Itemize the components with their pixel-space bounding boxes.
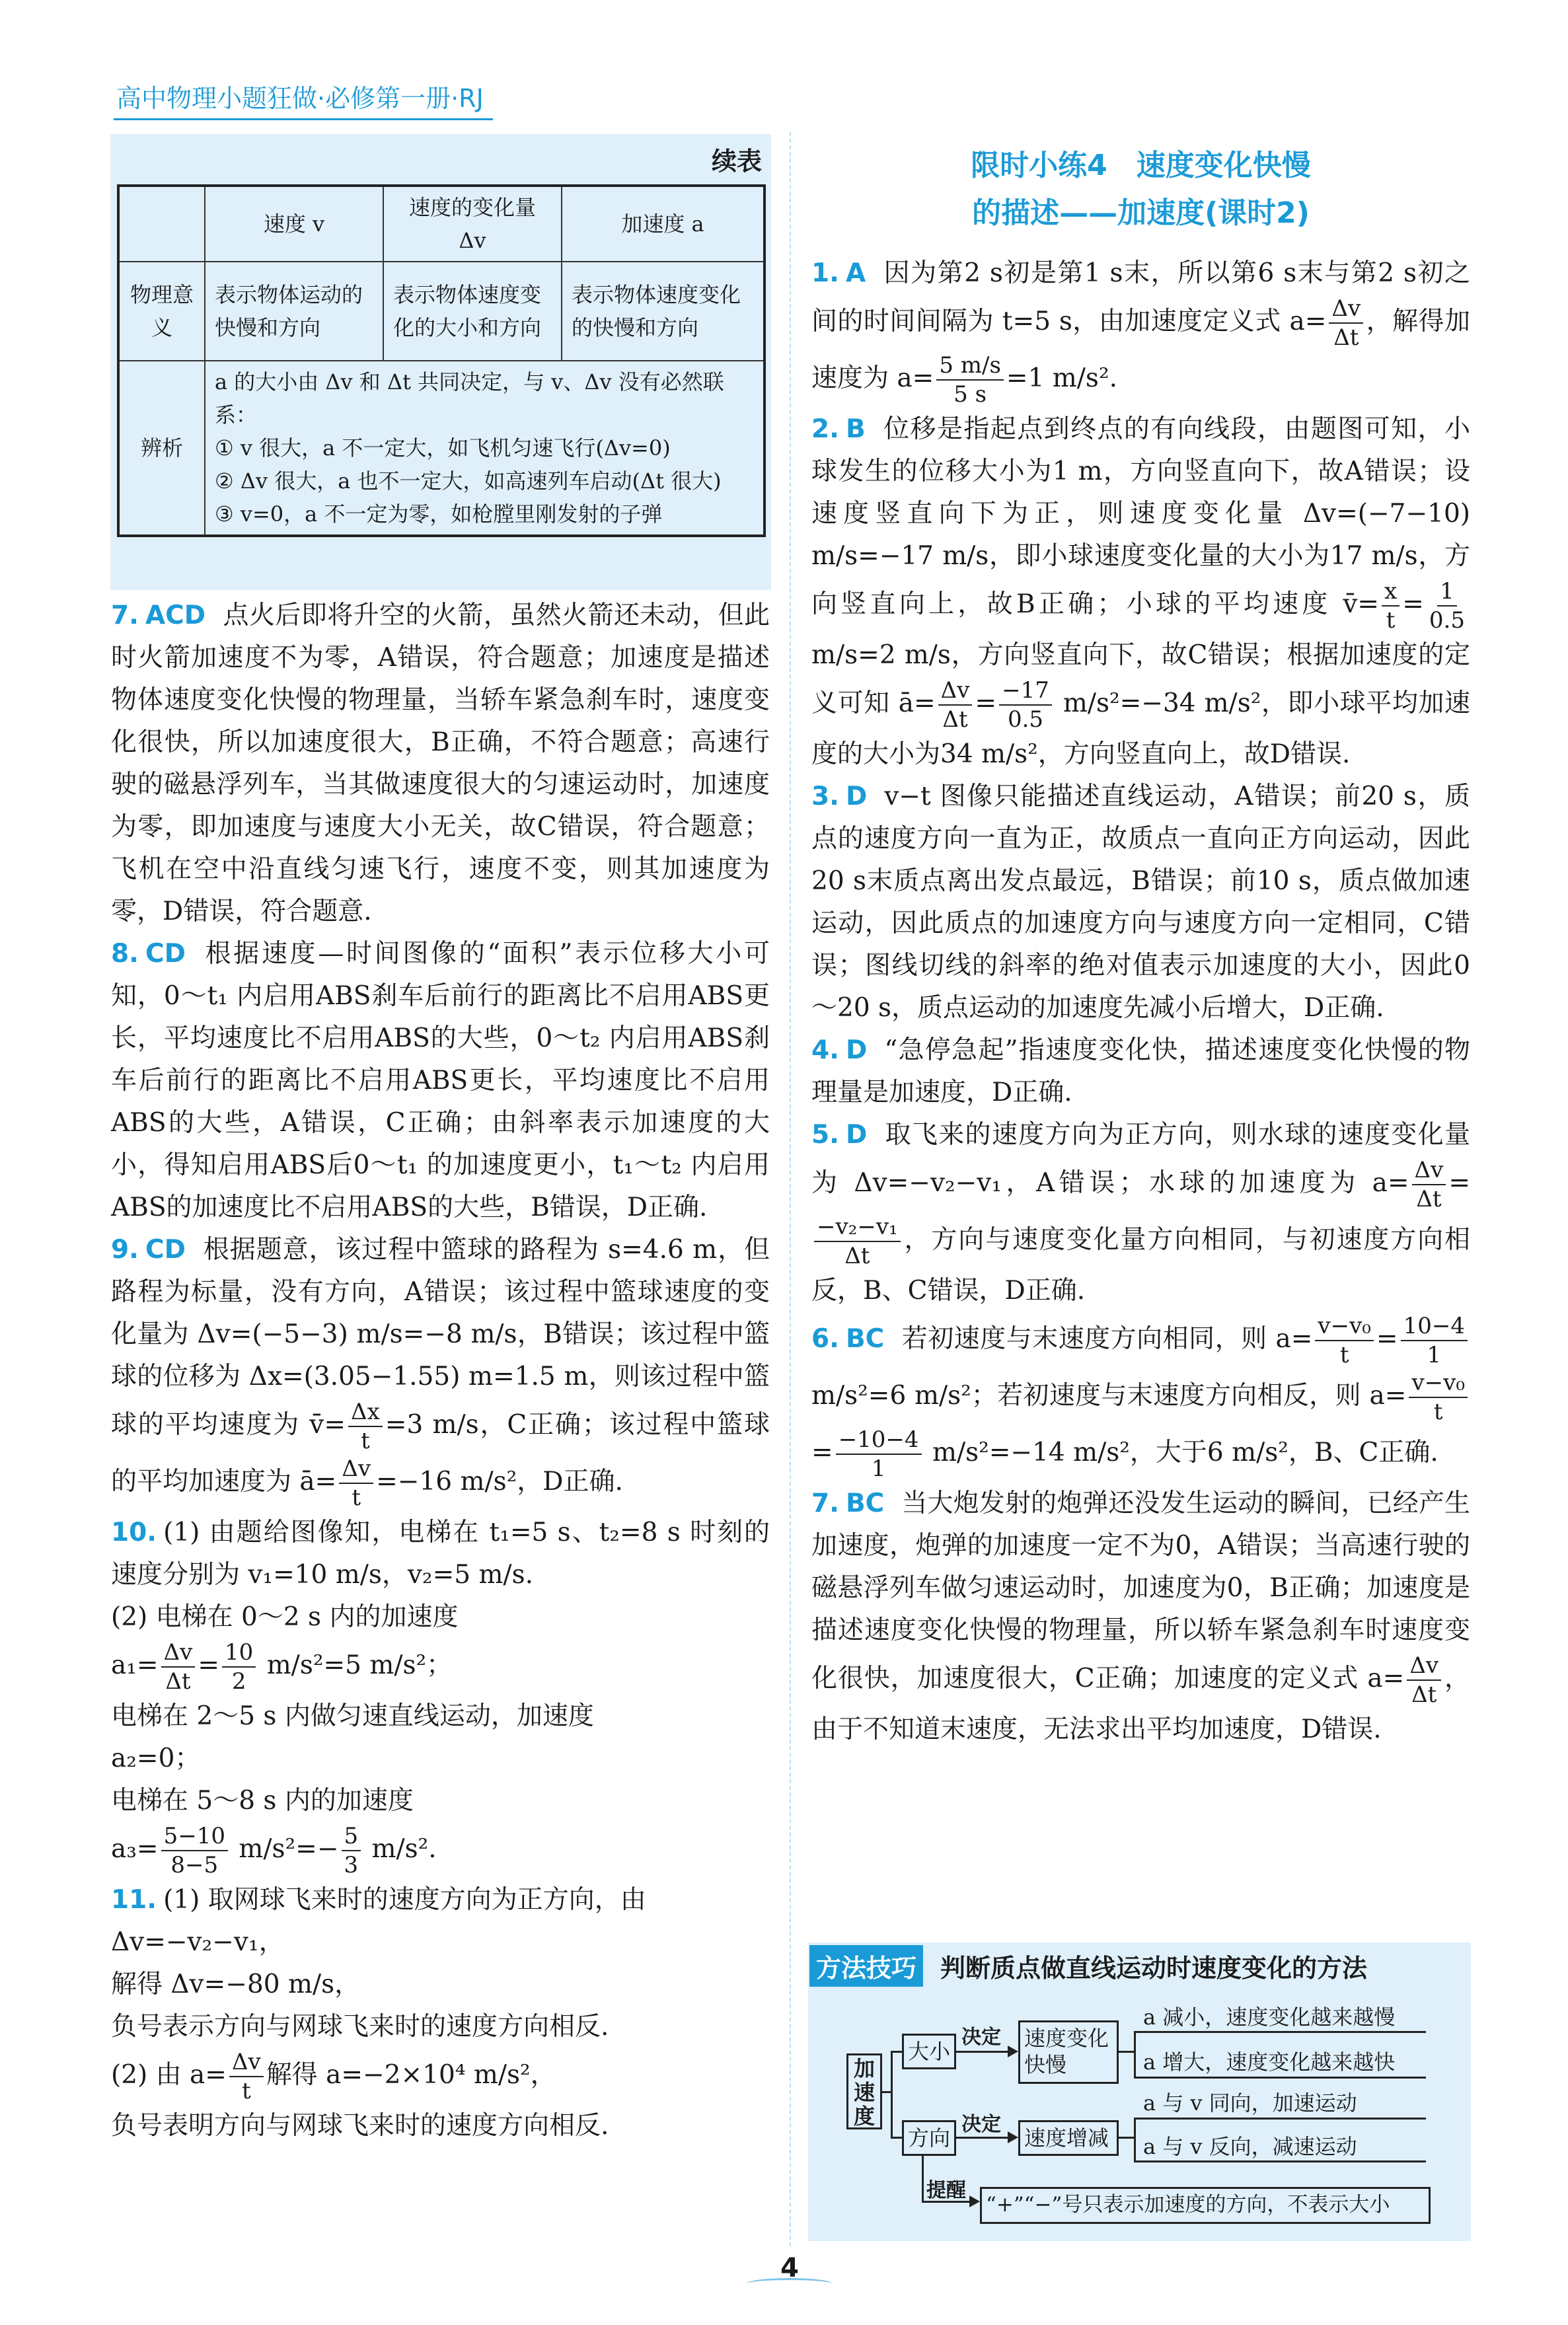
answer-line (811, 252, 1470, 408)
text-run: =1 m/s². (1006, 363, 1117, 393)
fraction (222, 1639, 256, 1695)
fraction (229, 2048, 264, 2105)
answer-line (811, 408, 1470, 776)
fraction (339, 1455, 373, 1512)
connector (891, 2051, 902, 2053)
denominator: 8−5 (170, 1852, 219, 1878)
text-run: =−16 m/s²，D正确. (376, 1467, 623, 1496)
denominator: Δt (942, 706, 968, 733)
fraction (1407, 1652, 1441, 1709)
text-run: m/s²=−34 m/s²，即小球平均加速度的大小为34 m/s²，方向竖直向上，故D错误. (811, 688, 1470, 769)
denominator: Δt (1411, 1681, 1437, 1708)
text-run: m/s²=5 m/s²； (258, 1650, 453, 1680)
fraction (348, 1398, 383, 1455)
question-number: 8. (111, 939, 139, 969)
numerator: 1 (1437, 577, 1457, 607)
text-run: a₂=0； (111, 1744, 201, 1773)
text-run: ，由于不知道末速度，无法求出平均加速度，D错误. (811, 1664, 1470, 1744)
branch-text: a 增大，速度变化越来越快 (1143, 2049, 1396, 2075)
answer-line (811, 1029, 1470, 1114)
concept-table (117, 184, 766, 537)
answer-item (811, 1114, 1470, 1312)
numerator: Δv (1329, 295, 1363, 324)
fraction (161, 1639, 196, 1695)
numerator: Δx (348, 1398, 383, 1427)
analysis-line: ① v 很大，a 不一定大，如飞机匀速飞行(Δv=0) (215, 435, 671, 461)
text-run: (1) 由题给图像知，电梯在 t₁=5 s、t₂=8 s 时刻的速度分别为 v₁=10 m/s，v₂=5 m/s. (111, 1518, 770, 1590)
question-number: 6. (811, 1324, 839, 1354)
numerator: −17 (999, 677, 1052, 706)
numerator: 5 (342, 1822, 361, 1851)
answer-choice: D (845, 1120, 868, 1150)
row-label-meaning: 物理意义 (118, 262, 205, 361)
numerator: −v₂−v₁ (814, 1213, 901, 1242)
fraction (936, 351, 1004, 408)
text-run: Δv=−v₂−v₁， (111, 1927, 285, 1957)
denominator: 5 s (953, 381, 987, 408)
numerator: v−v₀ (1409, 1369, 1468, 1398)
branch-line (1134, 2160, 1426, 2162)
branch-line (1134, 2118, 1426, 2120)
node-acceleration: 加速度 (846, 2053, 882, 2129)
method-tag: 方法技巧 (809, 1945, 923, 1987)
answer-line (111, 1780, 770, 1822)
question-number: 2. (811, 414, 839, 444)
denominator: t (1386, 607, 1396, 634)
answer-item (811, 1312, 1470, 1483)
text-run: = (1402, 589, 1424, 619)
section-title (811, 142, 1470, 237)
denominator: t (1339, 1342, 1349, 1368)
denominator: Δt (844, 1243, 870, 1269)
text-run: m/s²=− (230, 1834, 339, 1864)
table-header-velocity: 速度 v (205, 186, 383, 262)
text-run: m/s². (363, 1834, 437, 1864)
answer-item (111, 933, 770, 1229)
continued-label: 续表 (711, 147, 762, 176)
text-run: a₃= (111, 1834, 159, 1864)
analysis-line: a 的大小由 Δv 和 Δt 共同决定，与 v、Δv 没有必然联系： (215, 369, 724, 427)
denominator: Δt (1333, 324, 1359, 351)
fraction (938, 677, 973, 733)
branch-text: a 与 v 同向，加速运动 (1143, 2090, 1357, 2116)
fraction (342, 1822, 361, 1879)
text-run: = (811, 1438, 833, 1467)
text-run: a₁= (111, 1650, 159, 1680)
denominator: 0.5 (1007, 706, 1044, 733)
text-run: (2) 由 a= (111, 2060, 227, 2090)
text-run: 位移是指起点到终点的有向线段，由题图可知，小球发生的位移大小为1 m，方向竖直向下，故A错误；设速度竖直向下为正，则速度变化量 Δv=(−7−10) m/s=−17 m/s，即小球速度变化量的大小为17 m/s，方向竖直向上，故B正确；小球的平均速度 v̄= (811, 414, 1470, 619)
fraction (1427, 577, 1468, 634)
answer-line (111, 1921, 770, 1964)
analysis-line: ③ v=0，a 不一定为零，如枪膛里刚发射的子弹 (215, 501, 663, 527)
numerator: 5−10 (161, 1822, 228, 1851)
branch-line (1134, 2077, 1426, 2079)
text-run: 解得 a=−2×10⁴ m/s²， (266, 2060, 556, 2090)
text-run: m/s=2 m/s，方向竖直向下，故C错误；根据加速度的定义可知 ā= (811, 640, 1470, 718)
numerator: v−v₀ (1315, 1312, 1374, 1341)
answer-item (111, 1229, 770, 1512)
connector (922, 2156, 924, 2202)
answer-item (811, 252, 1470, 408)
numerator: Δv (1412, 1156, 1446, 1185)
question-number: 11. (111, 1885, 157, 1915)
table-cell: 表示物体速度变化的快慢和方向 (562, 262, 765, 361)
answer-line (111, 1879, 770, 1921)
text-run: v−t 图像只能描述直线运动，A错误；前20 s，质点的速度方向一直为正，故质点一直向正方向运动，因此20 s末质点离出发点最远，B错误；前10 s，质点做加速运动，因此质点的加速度方向与速度方向一定相同，C错误；图线切线的斜率的绝对值表示加速度的大小，因此0～20 s，质点运动的加速度先减小后增大，D正确. (811, 782, 1470, 1023)
denominator: 1 (871, 1456, 886, 1482)
text-run: ，解得加速度为 a= (811, 307, 1470, 393)
question-number: 9. (111, 1235, 139, 1265)
answer-choice: CD (145, 1235, 186, 1265)
numerator: 10−4 (1401, 1312, 1468, 1341)
fraction (836, 1426, 922, 1483)
connector (882, 2091, 891, 2093)
numerator: Δv (229, 2048, 264, 2077)
branch-line (1134, 2031, 1426, 2033)
answer-line (111, 933, 770, 1229)
denominator: 1 (1427, 1342, 1442, 1368)
text-run: (1) 取网球飞来时的速度方向为正方向，由 (163, 1885, 646, 1915)
answer-line (111, 1229, 770, 1512)
question-number: 3. (811, 782, 839, 811)
connector (1134, 2118, 1136, 2162)
numerator: −10−4 (836, 1426, 922, 1455)
question-number: 10. (111, 1518, 157, 1547)
fraction (1315, 1312, 1374, 1369)
answer-item (811, 1483, 1470, 1751)
row-label-analysis: 辨析 (118, 361, 205, 536)
answer-line (111, 1738, 770, 1780)
question-number: 1. (811, 258, 839, 288)
answer-choice: CD (145, 939, 186, 969)
answer-line (111, 2048, 770, 2105)
denominator: t (361, 1428, 370, 1454)
fraction (161, 1822, 228, 1879)
section-title-line: 限时小练4 速度变化快慢 (971, 149, 1311, 182)
concept-table-box (110, 134, 771, 590)
text-run: =3 m/s，C正确；该过程中篮球的平均加速度为 ā= (111, 1410, 770, 1496)
left-answers (111, 595, 770, 2147)
analysis-line: ② Δv 很大，a 也不一定大，如高速列车启动(Δt 很大) (215, 468, 722, 494)
text-run: 负号表明方向与网球飞来时的速度方向相反. (111, 2111, 609, 2141)
text-run: 取飞来的速度方向为正方向，则水球的速度变化量为 Δv=−v₂−v₁，A错误；水球的加速度为 a= (811, 1120, 1470, 1198)
answer-line (811, 1312, 1470, 1483)
book-header: 高中物理小题狂做·必修第一册·RJ (114, 78, 493, 120)
denominator: Δt (165, 1668, 191, 1695)
answer-line (111, 1639, 770, 1695)
answer-item (111, 1512, 770, 1879)
text-run: (2) 电梯在 0～2 s 内的加速度 (111, 1602, 459, 1632)
answer-item (811, 776, 1470, 1029)
text-run: 解得 Δv=−80 m/s， (111, 1970, 361, 1999)
table-header-delta-v: 速度的变化量 Δv (383, 186, 562, 262)
numerator: Δv (938, 677, 973, 706)
question-number: 7. (811, 1489, 839, 1518)
numerator: Δv (1407, 1652, 1441, 1681)
page-number: 4 (753, 2253, 826, 2283)
node-speed-change-rate: 速度变化快慢 (1018, 2020, 1119, 2084)
arrow-icon (956, 2137, 1016, 2139)
answer-item (811, 1029, 1470, 1114)
answer-choice: BC (845, 1324, 885, 1354)
text-run: “急停急起”指速度变化快，描述速度变化快慢的物理量是加速度，D正确. (811, 1035, 1470, 1107)
reminder-box: “+”“−”号只表示加速度的方向，不表示大小 (980, 2187, 1431, 2224)
answer-line (811, 776, 1470, 1029)
answer-line (111, 1596, 770, 1639)
answer-line (111, 1512, 770, 1596)
reminder-label: 提醒 (926, 2179, 966, 2202)
text-run: 电梯在 5～8 s 内的加速度 (111, 1786, 414, 1816)
answer-item (111, 595, 770, 933)
fraction (1329, 295, 1363, 351)
answer-line (111, 2006, 770, 2048)
method-title: 判断质点做直线运动时速度变化的方法 (940, 1954, 1368, 1983)
text-run: 电梯在 2～5 s 内做匀速直线运动，加速度 (111, 1701, 594, 1731)
answer-line (811, 1483, 1470, 1751)
text-run: ，方向与速度变化量方向相同，与初速度方向相反，B、C错误，D正确. (811, 1225, 1470, 1306)
table-header-empty (118, 186, 205, 262)
table-cell: 表示物体运动的快慢和方向 (205, 262, 383, 361)
text-run: m/s²=6 m/s²；若初速度与末速度方向相反，则 a= (811, 1381, 1407, 1411)
fraction (1409, 1369, 1468, 1426)
answer-line (111, 2105, 770, 2147)
fraction (999, 677, 1052, 733)
text-run: 点火后即将升空的火箭，虽然火箭还未动，但此时火箭加速度不为零，A错误，符合题意；加速度是描述物体速度变化快慢的物理量，当轿车紧急刹车时，速度变化很快，所以加速度很大，B正确，不符合题意；高速行驶的磁悬浮列车，当其做速度很大的匀速运动时，加速度为零，即加速度与速度大小无关，故C错误，符合题意；飞机在空中沿直线匀速飞行，速度不变，则其加速度为零，D错误，符合题意. (111, 601, 770, 926)
denominator: Δt (1416, 1186, 1442, 1212)
answer-choice: D (845, 782, 868, 811)
answer-item (811, 408, 1470, 776)
numerator: Δv (161, 1639, 196, 1668)
connector (1119, 2051, 1135, 2053)
branch-text: a 与 v 反向，减速运动 (1143, 2134, 1357, 2159)
connector (1119, 2137, 1135, 2139)
answer-choice: D (845, 1035, 868, 1065)
text-run: = (1448, 1168, 1470, 1198)
denominator: t (242, 2078, 251, 2104)
text-run: = (198, 1650, 220, 1680)
text-run: 根据题意，该过程中篮球的路程为 s=4.6 m，但路程为标量，没有方向，A错误；该过程中篮球速度的变化量为 Δv=(−5−3) m/s=−8 m/s，B错误；该过程中篮球的位移为 Δx=(3.05−1.55) m=1.5 m，则该过程中篮球的平均速度为 v̄= (111, 1235, 770, 1440)
text-run: 负号表示方向与网球飞来时的速度方向相反. (111, 2012, 609, 2042)
decides-label: 决定 (961, 2026, 1001, 2049)
fraction (814, 1213, 901, 1270)
answer-choice: ACD (145, 601, 206, 630)
denominator: t (1433, 1399, 1443, 1425)
denominator: t (352, 1485, 361, 1511)
answer-line (111, 1695, 770, 1738)
fraction (1401, 1312, 1468, 1369)
fraction (1382, 577, 1400, 634)
answer-line (811, 1114, 1470, 1312)
question-number: 4. (811, 1035, 839, 1065)
answer-choice: B (845, 414, 866, 444)
node-speed-inc-dec: 速度增减 (1018, 2120, 1119, 2156)
numerator: x (1382, 577, 1400, 607)
text-run: 若初速度与末速度方向相同，则 a= (901, 1324, 1313, 1354)
text-run: m/s²=−14 m/s²，大于6 m/s²，B、C正确. (924, 1438, 1438, 1467)
text-run: 根据速度—时间图像的“面积”表示位移大小可知，0～t₁ 内启用ABS刹车后前行的距离比不启用ABS更长，平均速度比不启用ABS的大些，0～t₂ 内启用ABS刹车后前行的距离比不启用ABS更长，平均速度比不启用ABS的大些，A错误，C正确；由斜率表示加速度的大小，得知启用ABS后0～t₁ 的加速度更小，t₁～t₂ 内启用ABS的加速度比不启用ABS的大些，B错误，D正确. (111, 939, 770, 1222)
numerator: 5 m/s (936, 351, 1004, 381)
right-answers (811, 252, 1470, 1751)
answer-item (111, 1879, 770, 2147)
fraction (1412, 1156, 1446, 1213)
text-run: = (1376, 1324, 1398, 1354)
text-run: 因为第2 s初是第1 s末，所以第6 s末与第2 s初之间的时间间隔为 t=5 s，由加速度定义式 a= (811, 258, 1470, 336)
denominator: 0.5 (1429, 607, 1465, 634)
answer-choice: BC (845, 1489, 885, 1518)
numerator: Δv (339, 1455, 373, 1484)
numerator: 10 (222, 1639, 256, 1668)
question-number: 7. (111, 601, 139, 630)
table-header-acceleration: 加速度 a (562, 186, 765, 262)
connector (891, 2137, 902, 2139)
decides-label: 决定 (961, 2113, 1001, 2136)
denominator: 2 (231, 1668, 246, 1695)
answer-line (111, 1964, 770, 2006)
text-run: 当大炮发射的炮弹还没发生运动的瞬间，已经产生加速度，炮弹的加速度一定不为0，A错误；当高速行驶的磁悬浮列车做匀速运动时，加速度为0，B正确；加速度是描述速度变化快慢的物理量，所以轿车紧急刹车时速度变化很快，加速度很大，C正确；加速度的定义式 a= (811, 1489, 1470, 1693)
answer-line (111, 595, 770, 933)
brace-line (891, 2051, 893, 2138)
branch-text: a 减小，速度变化越来越慢 (1143, 2005, 1396, 2030)
table-cell: 表示物体速度变化的大小和方向 (383, 262, 562, 361)
answer-choice: A (845, 258, 866, 288)
question-number: 5. (811, 1120, 839, 1150)
section-title-line: 的描述——加速度(课时2) (972, 196, 1310, 230)
node-direction: 方向 (902, 2120, 956, 2156)
text-run: = (975, 688, 997, 718)
arrow-icon (956, 2051, 1016, 2053)
column-divider (790, 132, 791, 2246)
denominator: 3 (344, 1852, 359, 1878)
node-magnitude: 大小 (902, 2034, 956, 2069)
analysis-cell (205, 361, 765, 536)
answer-line (111, 1822, 770, 1879)
connector (1134, 2031, 1136, 2078)
